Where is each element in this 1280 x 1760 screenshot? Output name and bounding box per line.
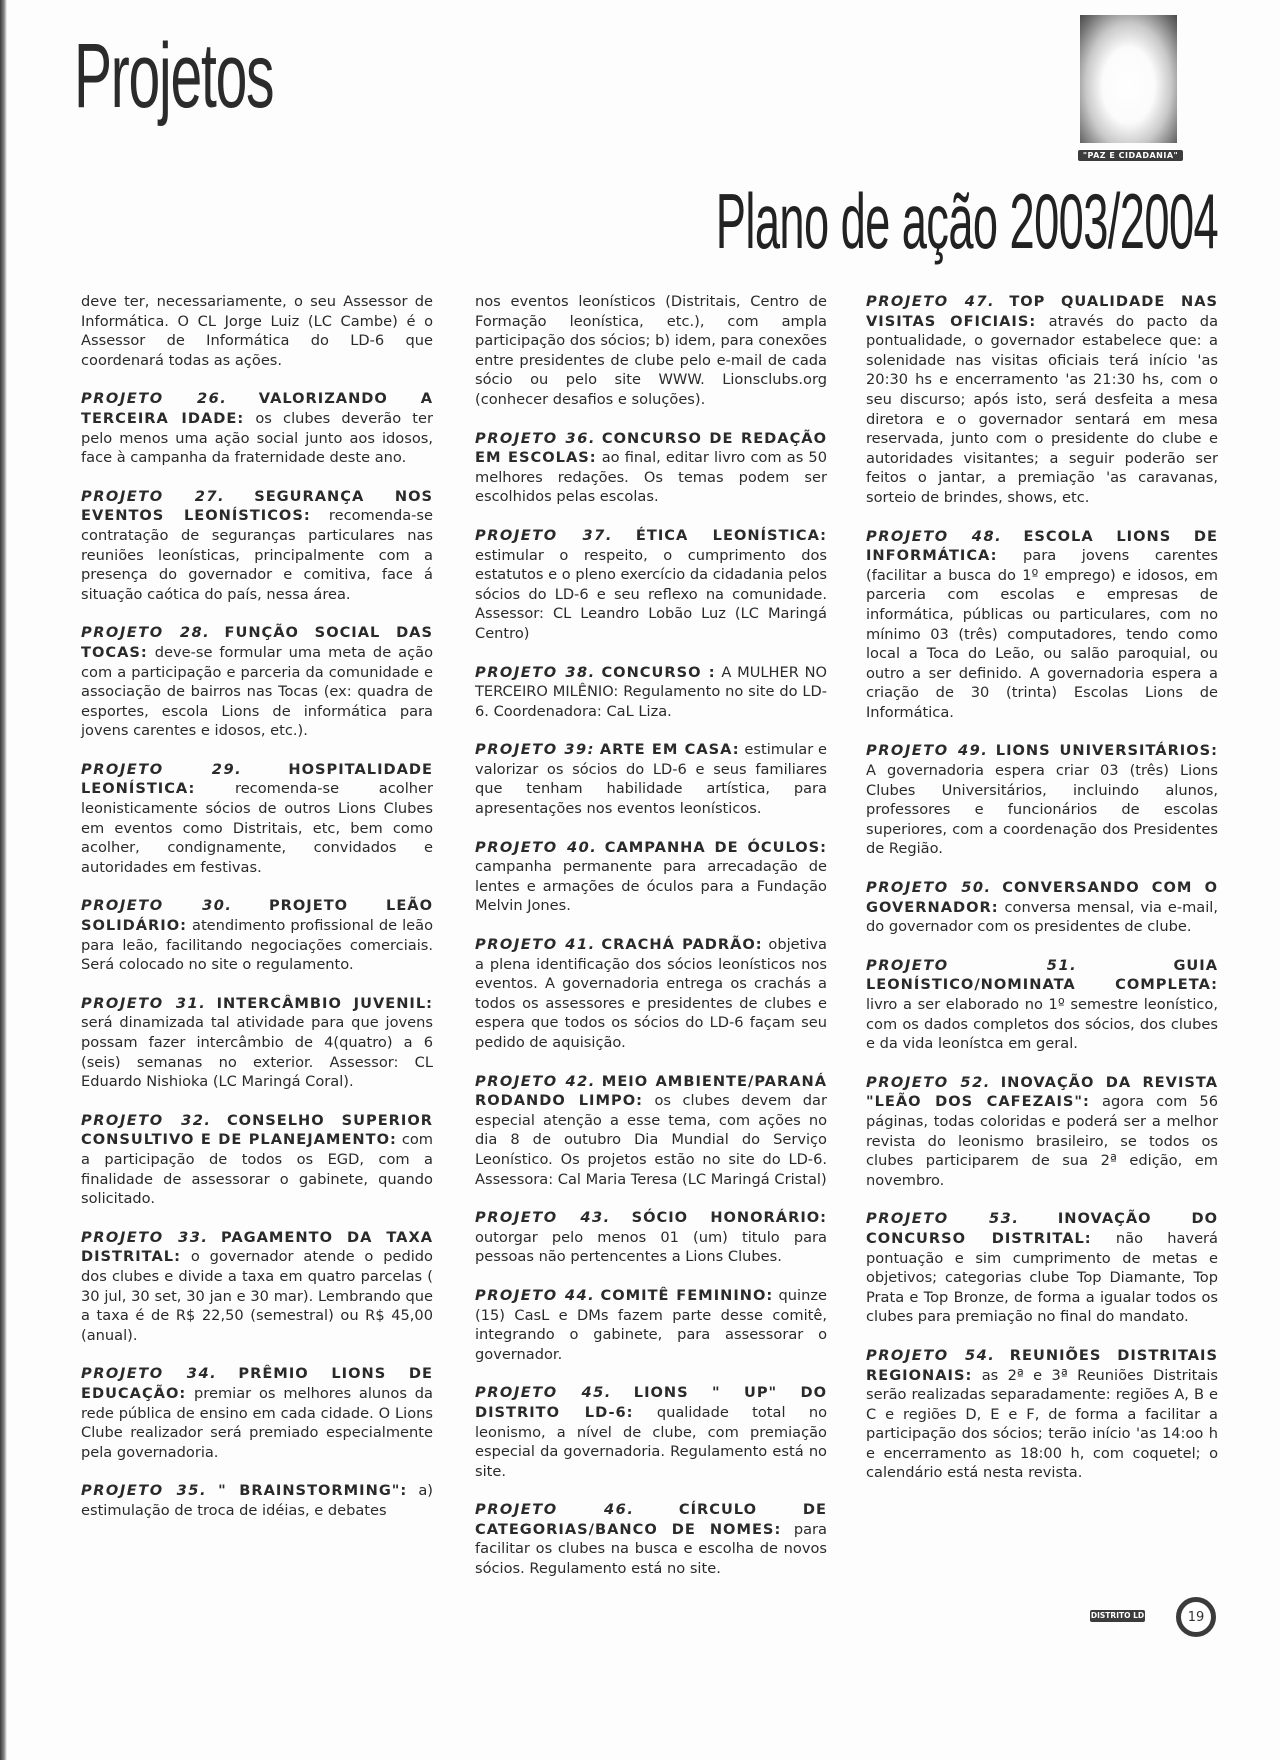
project-heading: CONCURSO : [601,663,716,681]
project-heading: SÓCIO HONORÁRIO: [631,1209,827,1227]
project-heading: REUNIÕES DISTRITAIS REGIONAIS: [866,1346,1218,1384]
project-number: PROJETO 54. [866,1346,996,1364]
project-number: PROJETO 51. [866,956,1078,974]
project-paragraph [81,994,433,1092]
project-body: conversa mensal, via e-mail, do governador com os presidentes de clube. [866,898,1218,936]
project-body: livro a ser elaborado no 1º semestre leonístico, com os dados completos dos sócios, dos clubes e da vida leonístca em geral. [866,996,1218,1053]
project-body: estimular o respeito, o cumprimento dos estatutos e o pleno exercício da cidadania pelos sócios do LD-6 e seu reflexo na comunidade. Assessor: CL Leandro Lobão Luz (LC Maringá Centro) [475,546,827,642]
project-body: estimular e valorizar os sócios do LD-6 e seus familiares que tenham habilidade artística, para apresentações nos eventos leonísticos. [475,741,828,818]
project-body: deve ter, necessariamente, o seu Assessor de Informática. O CL Jorge Luiz (LC Cambe) é o Assessor de Informática do LD-6 que coordenará todas as ações. [81,293,433,369]
project-heading: " BRAINSTORMING": [218,1482,408,1500]
project-paragraph [475,1383,827,1481]
project-number: PROJETO 31. [81,994,207,1012]
project-body: premiar os melhores alunos da rede pública de ensino em cada cidade. O Lions Clube realizador será premiado especialmente pela governadoria. [81,1384,433,1461]
project-heading: HOSPITALIDADE LEONÍSTICA: [81,760,433,798]
lions-seal-icon [1176,1597,1216,1637]
project-body: qualidade total no leonismo, a nível de clube, com premiação especial da governadoria. Regulamento está no site. [475,1403,827,1480]
project-heading: PROJETO LEÃO SOLIDÁRIO: [81,897,433,935]
project-heading: CONSELHO SUPERIOR CONSULTIVO E DE PLANEJAMENTO: [81,1111,433,1149]
project-paragraph [81,896,433,974]
project-body: os clubes deverão ter pelo menos uma ação social junto aos idosos, face à campanha da fraternidade deste ano. [81,409,433,467]
project-paragraph [475,935,827,1053]
project-heading: GUIA LEONÍSTICO/NOMINATA COMPLETA: [866,956,1218,994]
project-heading: CRACHÁ PADRÃO: [601,936,763,954]
project-number: PROJETO 36. [475,429,596,447]
project-paragraph [866,1073,1218,1191]
project-body: A governadoria espera criar 03 (três) Lions Clubes Universitários, incluindo alunos, professores e funcionários de escolas superiores, com a coordenação dos Presidentes de Região. [866,762,1218,858]
project-body: recomenda-se contratação de seguranças particulares nas reuniões leonísticas, principalmente com a presença do governador e comitiva, face á situação caótica do país, nessa área. [81,507,434,603]
project-body: agora com 56 páginas, todas coloridas e poderá ser a melhor revista do leonismo brasileiro, se todos os clubes participarem de sua 2ª edição, em novembro. [866,1093,1219,1189]
project-body: através do pacto da pontualidade, o governador estabelece que: a solenidade nas visitas oficiais terá início 'as 20:30 hs e encerramento 'as 21:30 hs, com o seu discurso; após isto, será desfeita a mesa diretora e o governador sentará em mesa reservada, junto com o presidente do clube e autoridades visitantes; a seguir poderão ser feitos o jantar, a premiação 'as caravanas, sorteio de brindes, shows, etc. [866,312,1219,506]
project-number: PROJETO 26. [81,390,228,408]
project-body: quinze (15) CasL e DMs fazem parte desse comitê, integrando o gabinete, para assessorar o governador. [475,1286,827,1363]
project-heading: FUNÇÃO SOCIAL DAS TOCAS: [81,624,433,661]
project-body: para facilitar os clubes na busca e escolha de novos sócios. Regulamento está no site. [475,1520,827,1578]
project-number: PROJETO 50. [866,879,992,897]
section-title: Projetos [74,25,274,127]
project-heading: INTERCÂMBIO JUVENIL: [216,994,433,1012]
project-number: PROJETO 47. [866,293,996,310]
logo-caption: "PAZ E CIDADANIA" [1078,150,1183,161]
project-paragraph [81,487,433,605]
project-heading: LIONS UNIVERSITÁRIOS: [995,742,1218,760]
project-paragraph [866,1209,1218,1327]
project-paragraph [475,429,827,507]
project-number: PROJETO 49. [866,742,989,760]
project-paragraph [475,1208,827,1267]
project-body: outorgar pelo menos 01 (um) titulo para pessoas não pertencentes a Lions Clubes. [475,1228,827,1266]
project-body: deve-se formular uma meta de ação com a participação e parceria da comunidade e associação de bairros nas Tocas (ex: quadra de esportes, escola Lions de informática para jovens carentes e idosos, etc.). [81,643,433,740]
project-body: a) estimulação de troca de idéias, e debates [81,1482,433,1519]
project-number: PROJETO 33. [81,1228,209,1246]
project-body: os clubes devem dar especial atenção a esse tema, com ações no dia 8 de outubro Dia Mundial do Serviço Leonístico. Os projetos estão no site do LD-6. Assessora: Cal Maria Teresa (LC Maringá Cristal) [475,1092,828,1188]
project-number: PROJETO 30. [81,897,233,915]
text-column-1 [81,292,433,1539]
project-paragraph [81,292,433,370]
project-paragraph [81,760,433,878]
project-body: será dinamizada tal atividade para que jovens possam fazer intercâmbio de 4(quatro) a 6 (seis) semanas no exterior. Assessor: CL Eduardo Nishioka (LC Maringá Coral). [81,1014,433,1091]
project-paragraph [81,623,433,741]
project-number: PROJETO 53. [866,1210,1020,1228]
text-column-3 [866,292,1218,1502]
project-heading: PAGAMENTO DA TAXA DISTRITAL: [81,1228,433,1266]
project-paragraph [866,1346,1218,1483]
district-badge: DISTRITO LD 6 [1090,1611,1145,1632]
project-number: PROJETO 29. [81,760,243,778]
project-heading: TOP QUALIDADE NAS VISITAS OFICIAIS: [866,293,1218,330]
project-heading: ÉTICA LEONÍSTICA: [635,526,828,544]
project-body: não haverá pontuação e sim cumprimento de metas e objetivos; categorias clube Top Diamante, Top Prata e Top Bronze, de forma a igualar todos os clubes para premiação no final do mandato. [866,1229,1218,1326]
project-body: atendimento profissional de leão para leão, facilitando negociações comerciais. Será colocado no site o regulamento. [81,917,434,974]
project-number: PROJETO 52. [866,1073,991,1091]
project-paragraph [475,838,827,916]
project-number: PROJETO 40. [475,838,598,856]
project-number: PROJETO 27. [81,487,226,505]
project-paragraph [81,389,433,467]
project-paragraph [866,741,1218,859]
project-number: PROJETO 35. [81,1482,207,1500]
project-number: PROJETO 46. [475,1501,635,1519]
project-heading: INOVAÇÃO DO CONCURSO DISTRITAL: [866,1210,1218,1247]
project-paragraph [475,292,827,410]
project-number: PROJETO 45. [475,1384,612,1402]
scan-edge-shadow [0,0,7,1760]
project-number: PROJETO 43. [475,1209,611,1227]
project-body: objetiva a plena identificação dos sócios leonísticos nos eventos. A governadoria entrega os crachás a todos os assessores e presidentes de clubes e espera que todos os sócios do LD-6 façam seu pedido de aquisição. [475,936,827,1051]
project-heading: CONVERSANDO COM O GOVERNADOR: [866,879,1218,916]
project-number: PROJETO 42. [475,1072,596,1090]
project-paragraph [475,1500,827,1578]
project-paragraph [866,292,1218,508]
project-heading: COMITÊ FEMININO: [600,1286,774,1304]
project-heading: LIONS " UP" DO DISTRITO LD-6: [475,1384,828,1421]
project-body: para jovens carentes (facilitar a busca do 1º emprego) e idosos, em parceria com escolas e empresas de informática, públicas ou particulares, com no mínimo 03 (três) computadores, tendo como local a Toca do Leão, ou salão paroquial, ou outro a ser definido. A governadoria espera a criação de 30 (trinta) Escolas Lions de Informática. [866,547,1218,721]
project-paragraph [475,740,827,818]
project-paragraph [81,1111,433,1209]
project-body: com a participação de todos os EGD, com a finalidade de assessorar o gabinete, quando solicitado. [81,1131,434,1208]
project-paragraph [81,1228,433,1346]
project-body: ao final, editar livro com as 50 melhores redações. Os temas podem ser escolhidos pelas escolas. [475,449,827,506]
project-heading: MEIO AMBIENTE/PARANÁ RODANDO LIMPO: [475,1072,828,1110]
project-body: o governador atende o pedido dos clubes e divide a taxa em quatro parcelas ( 30 jul, 30 set, 30 jan e 30 mar). Lembrando que a taxa é de R$ 22,50 (semestral) ou R$ 45,00 (anual). [81,1248,433,1344]
project-body: recomenda-se acolher leonisticamente sócios de outros Lions Clubes em eventos como Distritais, etc, bem como acolher, condignamente, convidados e autoridades em festivas. [81,780,433,876]
project-paragraph [866,527,1218,723]
project-body: nos eventos leonísticos (Distritais, Centro de Formação leonística, etc.), com ampla participação dos sócios; b) idem, para conexões entre presidentes de clube pelo e-mail de cada sócio ou pelo site WWW. Lionsclubs.org (conhecer desafios e soluções). [475,293,827,408]
project-heading: ARTE EM CASA: [599,741,740,759]
project-heading: ESCOLA LIONS DE INFORMÁTICA: [866,527,1219,565]
project-paragraph [475,663,827,722]
project-heading: CÍRCULO DE CATEGORIAS/BANCO DE NOMES: [475,1501,827,1538]
project-paragraph [81,1364,433,1462]
page-number: 19 [1187,1609,1205,1625]
text-column-2 [475,292,827,1598]
project-body: as 2ª e 3ª Reuniões Distritais serão realizadas separadamente: regiões A, B e C e regiões D, E e F, de forma a facilitar a participação dos sócios; terão início 'as 14:oo h e encerramento as 18:00 h, com coquetel; o calendário está nesta revista. [866,1366,1218,1482]
project-paragraph [81,1481,433,1520]
project-heading: VALORIZANDO A TERCEIRA IDADE: [81,390,433,427]
project-number: PROJETO 32. [81,1111,212,1129]
project-body: campanha permanente para arrecadação de lentes e armações de óculos para a Fundação Melvin Jones. [475,858,827,915]
sunburst-logo-icon [1080,15,1177,143]
project-number: PROJETO 37. [475,526,613,544]
project-paragraph [475,1072,827,1190]
project-heading: SEGURANÇA NOS EVENTOS LEONÍSTICOS: [81,487,433,525]
project-number: PROJETO 41. [475,936,596,954]
project-paragraph [866,878,1218,937]
project-number: PROJETO 44. [475,1286,596,1304]
project-paragraph [866,956,1218,1054]
project-heading: INOVAÇÃO DA REVISTA "LEÃO DOS CAFEZAIS": [866,1073,1219,1111]
page-title: Plano de ação 2003/2004 [715,177,1218,265]
project-number: PROJETO 28. [81,624,211,642]
project-heading: PRÊMIO LIONS DE EDUCAÇÃO: [81,1365,433,1402]
project-heading: CAMPANHA DE ÓCULOS: [604,838,827,856]
project-body: A MULHER NO TERCEIRO MILÊNIO: Regulamento no site do LD-6. Coordenadora: CaL Liza. [475,663,828,720]
project-number: PROJETO 39: [475,741,596,759]
project-heading: CONCURSO DE REDAÇÃO EM ESCOLAS: [475,429,827,467]
project-number: PROJETO 38. [475,663,596,681]
project-paragraph [475,526,827,644]
project-number: PROJETO 34. [81,1365,218,1383]
project-paragraph [475,1286,827,1364]
project-number: PROJETO 48. [866,527,1003,545]
